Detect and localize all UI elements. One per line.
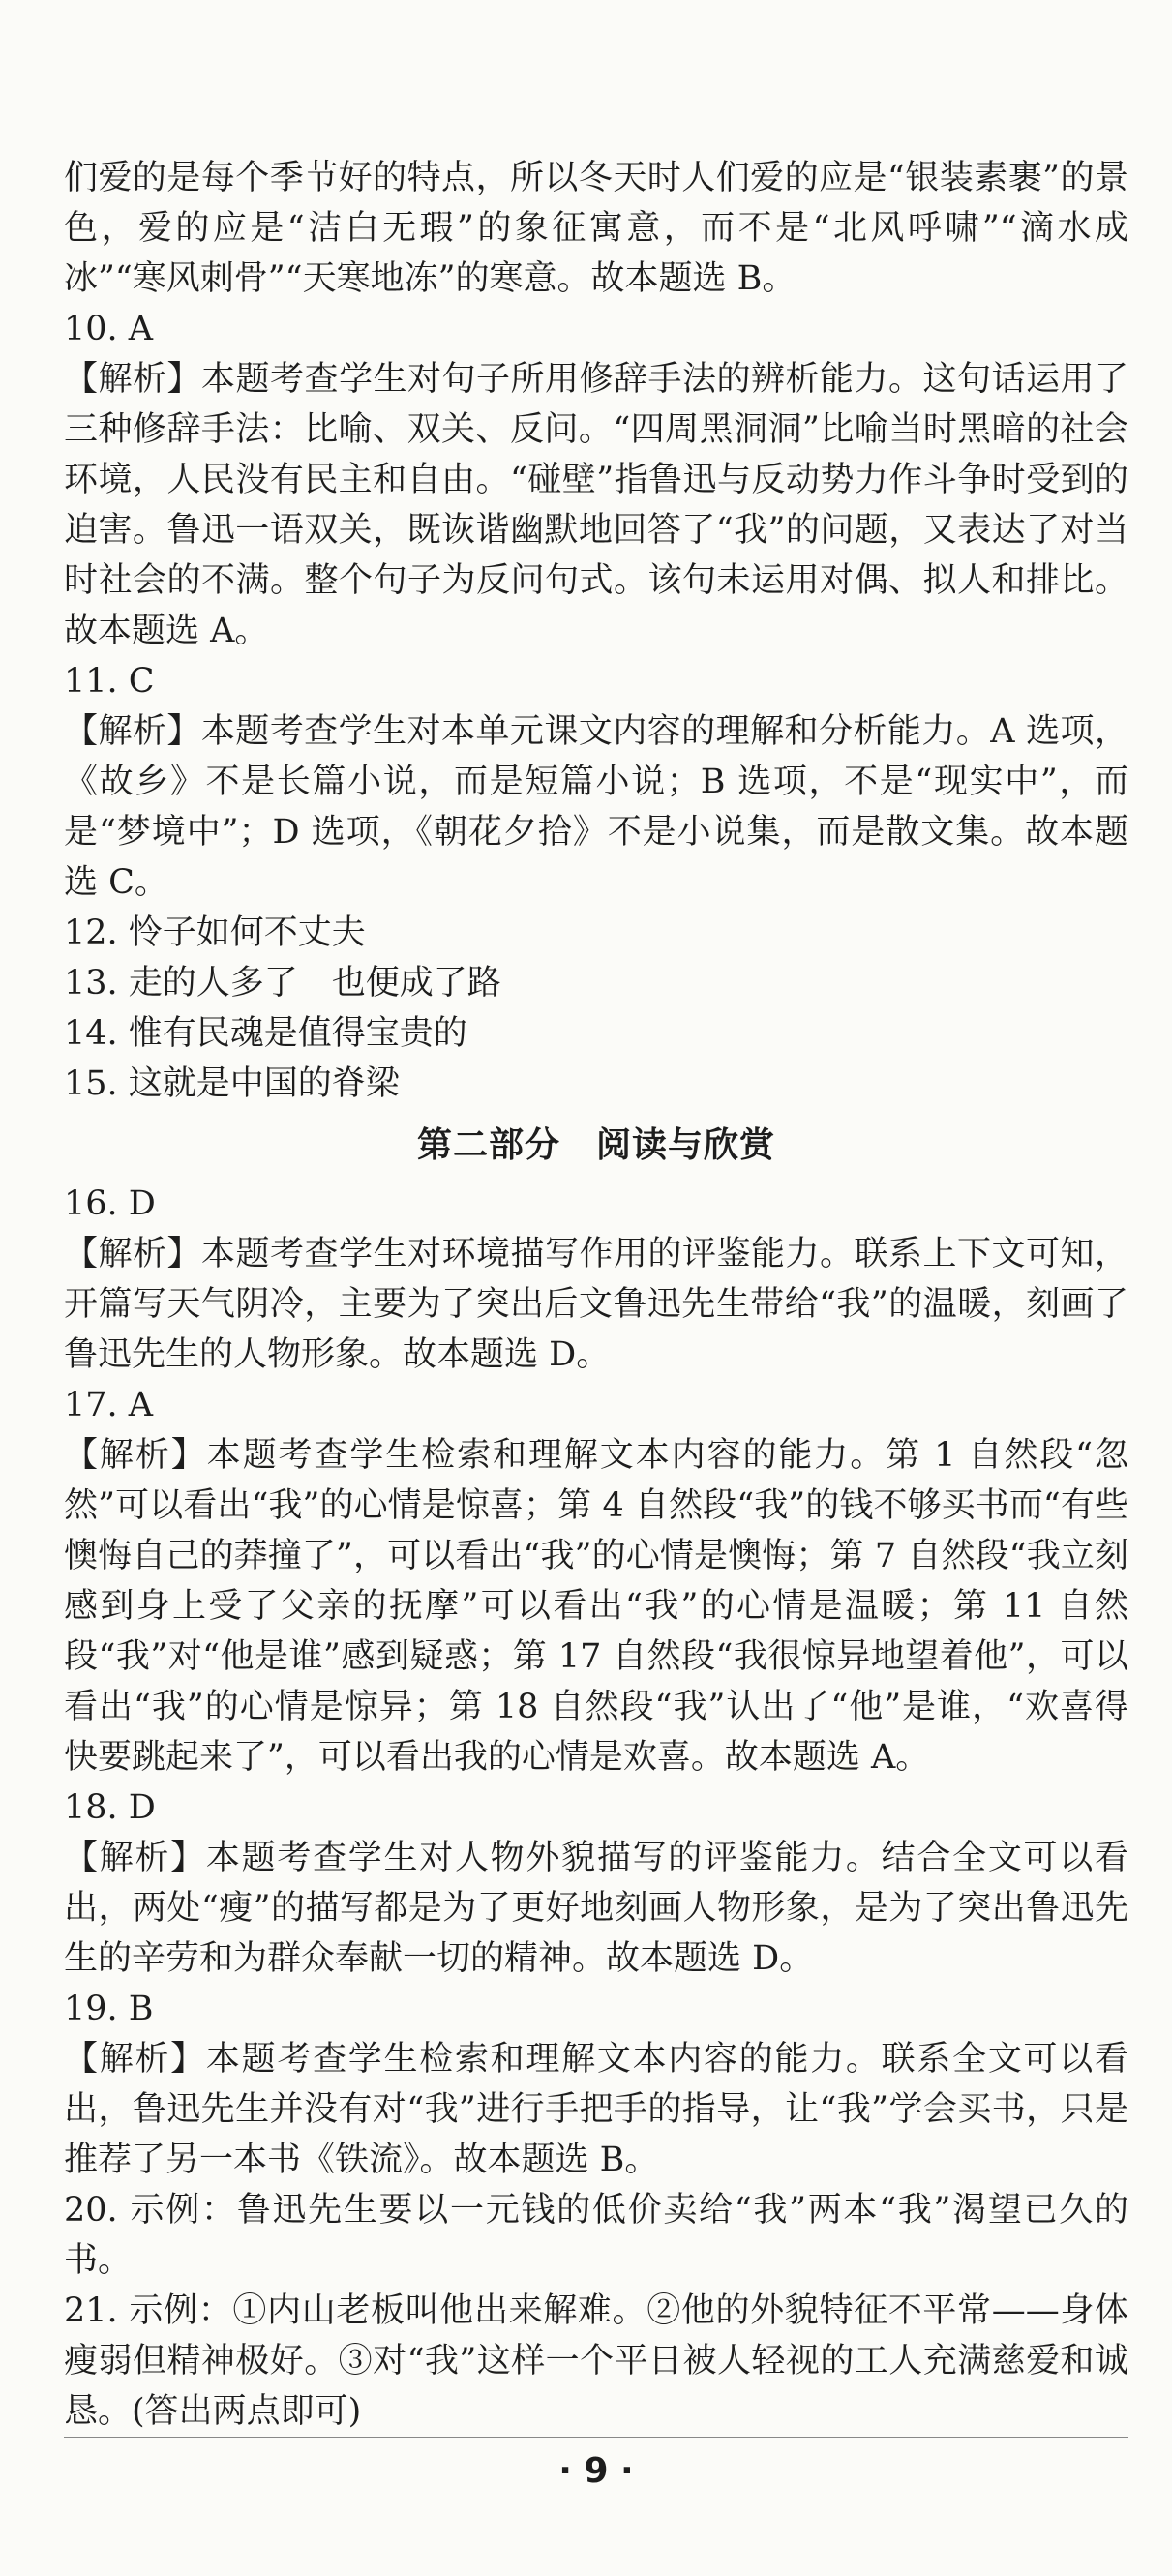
answer-18: 18. D — [64, 1788, 156, 1827]
explanation-10: 【解析】本题考查学生对句子所用修辞手法的辨析能力。这句话运用了三种修辞手法：比喻、双关、反问。“四周黑洞洞”比喻当时黑暗的社会环境，人民没有民主和自由。“碰壁”指鲁迅与反动势力作斗争时受到的迫害。鲁迅一语双关，既诙谐幽默地回答了“我”的问题，又表达了对当时社会的不满。整个句子为反问句式。该句未运用对偶、拟人和排比。故本题选 A。 — [64, 360, 1128, 650]
answer-11: 11. C — [64, 662, 155, 701]
answer-content — [64, 153, 1128, 2437]
answer-14: 14. 惟有民魂是值得宝贵的 — [64, 1014, 467, 1053]
explanation-11: 【解析】本题考查学生对本单元课文内容的理解和分析能力。A 选项，《故乡》不是长篇小说，而是短篇小说；B 选项，不是“现实中”，而是“梦境中”；D 选项，《朝花夕拾》不是小说集，而是散文集。故本题选 C。 — [64, 712, 1128, 902]
answer-12: 12. 怜子如何不丈夫 — [64, 914, 366, 952]
explanation-17: 【解析】本题考查学生检索和理解文本内容的能力。第 1 自然段“忽然”可以看出“我”的心情是惊喜；第 4 自然段“我”的钱不够买书而“有些懊悔自己的莽撞了”，可以看出“我”的心情是懊悔；第 7 自然段“我立刻感到身上受了父亲的抚摩”可以看出“我”的心情是温暖；第 11 自然段“我”对“他是谁”感到疑惑；第 17 自然段“我很惊异地望着他”，可以看出“我”的心情是惊异；第 18 自然段“我”认出了“他”是谁，“欢喜得快要跳起来了”，可以看出我的心情是欢喜。故本题选 A。 — [64, 1436, 1128, 1777]
explanation-18: 【解析】本题考查学生对人物外貌描写的评鉴能力。结合全文可以看出，两处“瘦”的描写都是为了更好地刻画人物形象，是为了突出鲁迅先生的辛劳和为群众奉献一切的精神。故本题选 D。 — [64, 1839, 1128, 1978]
document-page — [64, 0, 1128, 2576]
answer-19: 19. B — [64, 1990, 154, 2028]
answer-10: 10. A — [64, 310, 154, 348]
answer-16: 16. D — [64, 1184, 156, 1223]
section-heading: 第二部分 阅读与欣赏 — [416, 1125, 775, 1165]
answer-13: 13. 走的人多了 也便成了路 — [64, 964, 501, 1003]
answer-15: 15. 这就是中国的脊梁 — [64, 1064, 400, 1103]
footer-rule — [64, 2437, 1128, 2438]
answer-20: 20. 示例：鲁迅先生要以一元钱的低价卖给“我”两本“我”渴望已久的书。 — [64, 2191, 1128, 2280]
explanation-19: 【解析】本题考查学生检索和理解文本内容的能力。联系全文可以看出，鲁迅先生并没有对“我”进行手把手的指导，让“我”学会买书，只是推荐了另一本书《铁流》。故本题选 B。 — [64, 2040, 1128, 2179]
answer-21: 21. 示例：①内山老板叫他出来解难。②他的外貌特征不平常——身体瘦弱但精神极好。③对“我”这样一个平日被人轻视的工人充满慈爱和诚恳。(答出两点即可) — [64, 2291, 1128, 2431]
page-number: · 9 · — [558, 2451, 634, 2491]
answer-17: 17. A — [64, 1386, 154, 1424]
explanation-16: 【解析】本题考查学生对环境描写作用的评鉴能力。联系上下文可知，开篇写天气阴冷，主要为了突出后文鲁迅先生带给“我”的温暖，刻画了鲁迅先生的人物形象。故本题选 D。 — [64, 1235, 1128, 1374]
paragraph-continued: 们爱的是每个季节好的特点，所以冬天时人们爱的应是“银装素裹”的景色，爱的应是“洁白无瑕”的象征寓意，而不是“北风呼啸”“滴水成冰”“寒风刺骨”“天寒地冻”的寒意。故本题选 B。 — [64, 159, 1128, 298]
